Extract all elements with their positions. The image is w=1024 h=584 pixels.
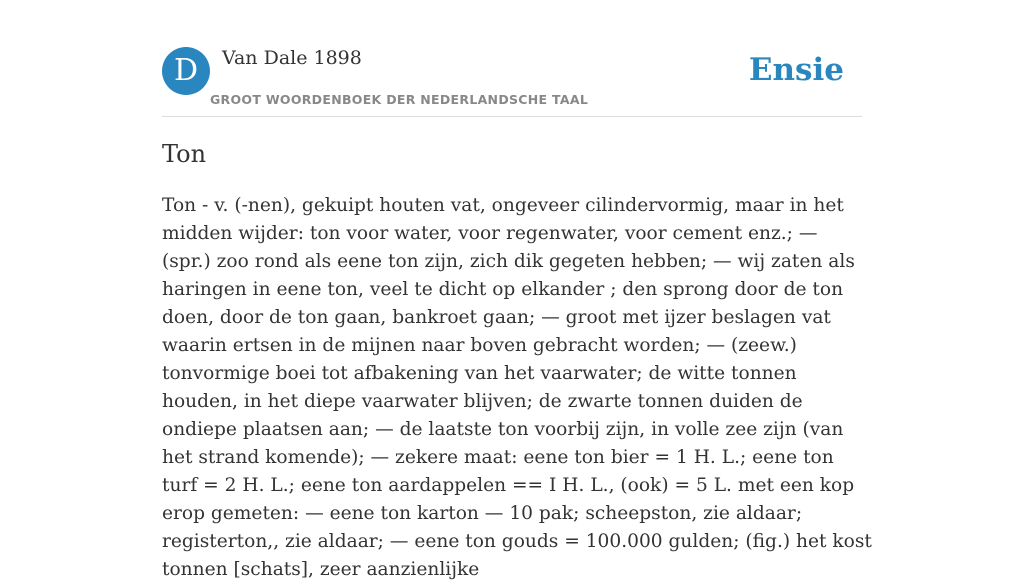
entry-definition: Ton - v. (-nen), gekuipt houten vat, ongeveer cilindervormig, maar in het midden wijder: ton voor water, voor regenwater, voor cement enz.; — (spr.) zoo rond als eene ton zijn, zich dik gegeten hebben; — wij zaten als haringen in eene ton, veel te dicht op elkander ; den sprong door de ton doen, door de ton gaan, bankroet gaan; — groot met ijzer beslagen vat waarin ertsen in de mijnen naar boven gebracht worden; — (zeew.) tonvormige boei tot afbakening van het vaarwater; de witte tonnen houden, in het diepe vaarwater blijven; de zwarte tonnen duiden de ondiepe plaatsen aan; — de laatste ton voorbij zijn, in volle zee zijn (van het strand komende); — zekere maat: eene ton bier = 1 H. L.; eene ton turf = 2 H. L.; eene ton aardappelen == I H. L., (ook) = 5 L. met een kop erop gemeten: — eene ton karton — 10 pak; scheepston, zie aldaar; registerton,, zie aldaar; — eene ton gouds = 100.000 gulden; (fig.) het kost tonnen [schats], zeer aanzienlijke	[162, 195, 872, 580]
source-title[interactable]: Van Dale 1898	[222, 47, 362, 69]
source-header	[162, 46, 862, 117]
source-logo[interactable]: D	[162, 47, 210, 95]
brand-logo[interactable]: Ensie	[748, 52, 844, 88]
source-subtitle: GROOT WOORDENBOEK DER NEDERLANDSCHE TAAL	[210, 92, 589, 107]
entry-title: Ton	[162, 140, 207, 168]
